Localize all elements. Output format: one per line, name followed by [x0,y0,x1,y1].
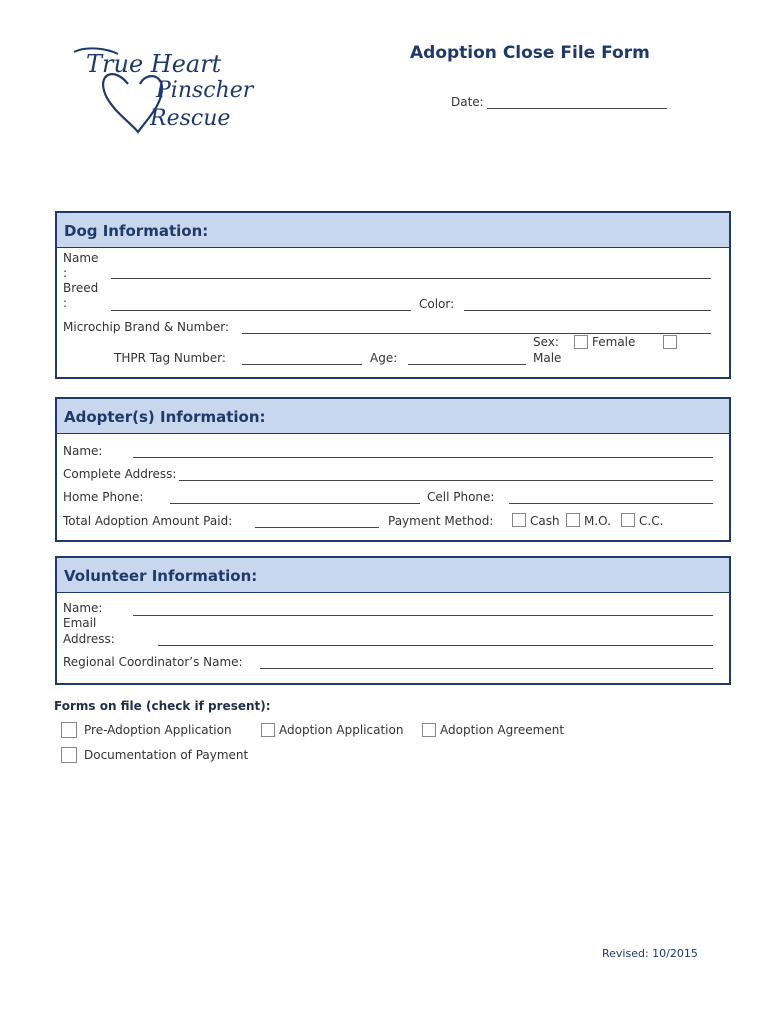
thpr-tag-field[interactable] [242,364,362,365]
cell-phone-field[interactable] [509,503,713,504]
volunteer-name-field[interactable] [133,615,713,616]
male-label: Male [533,351,562,365]
rescue-logo [66,44,254,140]
adopter-info-header [57,399,729,434]
payment-method-label: Payment Method: [388,514,494,528]
forms-on-file-title: Forms on file (check if present): [54,699,271,713]
address-label: Complete Address: [63,467,177,481]
coordinator-label: Regional Coordinator’s Name: [63,655,243,669]
adopter-name-field[interactable] [133,457,713,458]
thpr-tag-label: THPR Tag Number: [114,351,226,365]
logo-line-2: Pinscher [156,78,254,103]
male-checkbox[interactable] [663,335,677,349]
email-field[interactable] [158,645,713,646]
pre-adoption-checkbox[interactable] [61,722,77,738]
color-field[interactable] [464,310,711,311]
cash-checkbox[interactable] [512,513,526,527]
email-label-line2: Address: [63,632,115,646]
volunteer-info-section [55,556,731,685]
volunteer-name-label: Name: [63,601,103,615]
adoption-agreement-label: Adoption Agreement [440,723,565,737]
email-label-line1: Email [63,616,97,630]
total-paid-field[interactable] [255,527,379,528]
volunteer-info-title: Volunteer Information: [64,567,258,585]
coordinator-field[interactable] [260,668,713,669]
dog-info-section [55,211,731,379]
mo-label: M.O. [584,514,611,528]
dog-info-title: Dog Information: [64,222,209,240]
dog-name-field[interactable] [111,278,711,279]
form-title: Adoption Close File Form [410,43,650,63]
sex-label: Sex: [533,335,559,349]
breed-field[interactable] [111,310,411,311]
cell-phone-label: Cell Phone: [427,490,495,504]
volunteer-info-header [57,558,729,593]
total-paid-label: Total Adoption Amount Paid: [63,514,233,528]
cc-label: C.C. [639,514,664,528]
dog-name-colon: : [63,266,68,280]
pre-adoption-label: Pre-Adoption Application [84,723,232,737]
address-field[interactable] [179,480,713,481]
age-field[interactable] [408,364,526,365]
dog-name-label: Name [63,251,99,265]
logo-line-3: Rescue [150,106,231,131]
adoption-application-label: Adoption Application [279,723,404,737]
mo-checkbox[interactable] [566,513,580,527]
date-label: Date: [451,95,484,109]
breed-colon: : [63,296,68,310]
date-field[interactable] [487,108,667,109]
cash-label: Cash [530,514,560,528]
payment-documentation-checkbox[interactable] [61,747,77,763]
revised-date: Revised: 10/2015 [602,947,698,960]
female-checkbox[interactable] [574,335,588,349]
age-label: Age: [370,351,398,365]
logo-line-1: True Heart [86,50,222,78]
adopter-info-section [55,397,731,542]
home-phone-field[interactable] [170,503,420,504]
female-label: Female [592,335,636,349]
dog-info-header [57,213,729,248]
microchip-field[interactable] [242,333,711,334]
home-phone-label: Home Phone: [63,490,144,504]
cc-checkbox[interactable] [621,513,635,527]
payment-documentation-label: Documentation of Payment [84,748,249,762]
breed-label: Breed [63,281,99,295]
adopter-name-label: Name: [63,444,103,458]
adoption-agreement-checkbox[interactable] [422,723,436,737]
color-label: Color: [419,297,455,311]
adopter-info-title: Adopter(s) Information: [64,408,266,426]
adoption-application-checkbox[interactable] [261,723,275,737]
microchip-label: Microchip Brand & Number: [63,320,230,334]
